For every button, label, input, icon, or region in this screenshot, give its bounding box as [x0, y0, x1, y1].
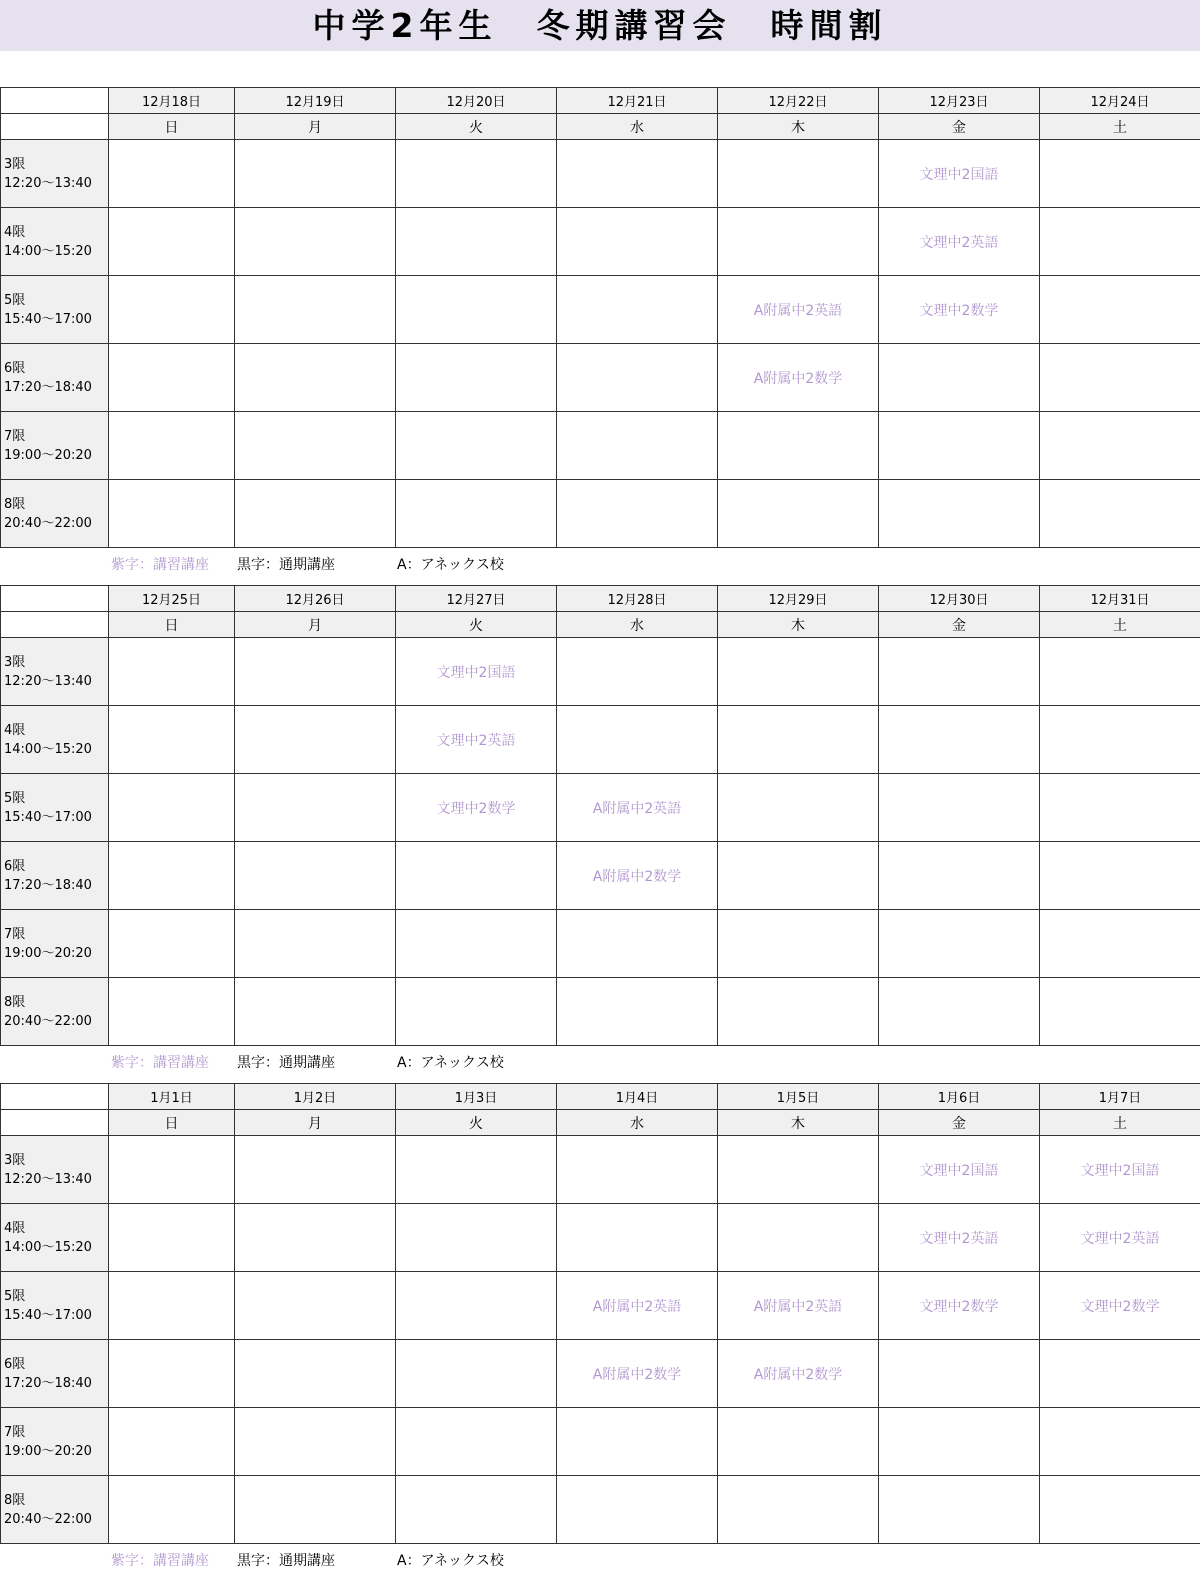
schedule-cell	[557, 208, 718, 276]
schedule-cell	[557, 140, 718, 208]
schedule-cell	[557, 774, 718, 842]
schedule-cell	[1040, 1476, 1200, 1544]
period-row	[1, 1408, 1200, 1476]
schedule-cell	[557, 706, 718, 774]
schedule-cell	[718, 208, 879, 276]
weekday-header-row	[1, 114, 1200, 140]
corner-cell	[1, 114, 109, 140]
course-label: A附属中2英語	[592, 800, 682, 817]
schedule-cell	[235, 1408, 396, 1476]
weekday-header: 土	[1040, 612, 1200, 638]
schedule-cell	[718, 480, 879, 548]
period-name: 5限	[4, 292, 26, 308]
schedule-cell	[557, 412, 718, 480]
weekday-header: 木	[718, 612, 879, 638]
legend	[0, 1046, 1200, 1070]
schedule-cell	[1040, 1204, 1200, 1272]
schedule-cell	[1040, 1408, 1200, 1476]
schedule-cell	[879, 910, 1040, 978]
schedule-cell	[109, 638, 235, 706]
date-header: 1月2日	[235, 1084, 396, 1110]
schedule-cell	[396, 276, 557, 344]
schedule-cell	[718, 1408, 879, 1476]
period-label	[1, 910, 109, 978]
date-header: 12月25日	[109, 586, 235, 612]
schedule-cell	[1040, 208, 1200, 276]
schedule-cell	[718, 774, 879, 842]
schedule-cell	[235, 276, 396, 344]
schedule-cell	[557, 276, 718, 344]
period-name: 6限	[4, 360, 26, 376]
period-row	[1, 1476, 1200, 1544]
corner-cell	[1, 612, 109, 638]
schedule-cell	[879, 1476, 1040, 1544]
weekday-header-row	[1, 612, 1200, 638]
timetable	[0, 87, 1200, 548]
schedule-cell	[879, 208, 1040, 276]
schedule-cell	[235, 706, 396, 774]
course-label: A附属中2英語	[592, 1298, 682, 1315]
period-name: 3限	[4, 654, 26, 670]
schedule-cell	[109, 1408, 235, 1476]
schedule-cell	[557, 1340, 718, 1408]
schedule-cell	[718, 412, 879, 480]
course-label: A附属中2数学	[753, 370, 843, 387]
period-row	[1, 1340, 1200, 1408]
corner-cell	[1, 1084, 109, 1110]
schedule-cell	[396, 140, 557, 208]
weekday-header: 金	[879, 114, 1040, 140]
date-header-row	[1, 586, 1200, 612]
schedule-cell	[235, 978, 396, 1046]
schedule-cell	[879, 480, 1040, 548]
schedule-cell	[396, 344, 557, 412]
weekday-header: 土	[1040, 114, 1200, 140]
schedule-cell	[396, 910, 557, 978]
period-row	[1, 344, 1200, 412]
schedule-cell	[718, 842, 879, 910]
period-time: 14:00～15:20	[4, 1239, 92, 1255]
timetable	[0, 1083, 1200, 1544]
schedule-cell	[109, 208, 235, 276]
schedule-cell	[557, 1408, 718, 1476]
schedule-cell	[718, 978, 879, 1046]
period-name: 8限	[4, 1492, 26, 1508]
schedule-cell	[109, 910, 235, 978]
schedule-cell	[879, 842, 1040, 910]
weekday-header: 木	[718, 1110, 879, 1136]
period-time: 15:40～17:00	[4, 809, 92, 825]
schedule-cell	[557, 910, 718, 978]
period-row	[1, 208, 1200, 276]
schedule-cell	[718, 276, 879, 344]
schedule-cell	[396, 1136, 557, 1204]
date-header-row	[1, 1084, 1200, 1110]
date-header: 12月28日	[557, 586, 718, 612]
date-header: 12月19日	[235, 88, 396, 114]
date-header: 1月6日	[879, 1084, 1040, 1110]
legend-annex-text: A：アネックス校	[397, 557, 504, 573]
schedule-cell	[879, 1136, 1040, 1204]
schedule-cell	[396, 774, 557, 842]
schedule-cell	[396, 638, 557, 706]
date-header: 1月3日	[396, 1084, 557, 1110]
schedule-cell	[557, 1204, 718, 1272]
course-label: 文理中2数学	[919, 1298, 999, 1315]
schedule-cell	[1040, 910, 1200, 978]
schedule-cell	[1040, 638, 1200, 706]
weekday-header: 火	[396, 612, 557, 638]
schedule-cell	[1040, 706, 1200, 774]
corner-cell	[1, 1110, 109, 1136]
period-row	[1, 276, 1200, 344]
schedule-cell	[109, 1340, 235, 1408]
period-time: 19:00～20:20	[4, 447, 92, 463]
weekday-header: 月	[235, 612, 396, 638]
period-label	[1, 208, 109, 276]
schedule-cell	[109, 344, 235, 412]
schedule-cell	[557, 842, 718, 910]
period-time: 20:40～22:00	[4, 1013, 92, 1029]
schedule-cell	[235, 910, 396, 978]
schedule-cell	[235, 412, 396, 480]
date-header-row	[1, 88, 1200, 114]
schedule-cell	[879, 140, 1040, 208]
legend-purple-text: 紫字：講習講座	[111, 1055, 209, 1071]
schedule-cell	[718, 638, 879, 706]
schedule-cell	[109, 276, 235, 344]
schedule-cell	[879, 978, 1040, 1046]
schedule-cell	[718, 140, 879, 208]
period-row	[1, 1272, 1200, 1340]
schedule-cell	[235, 842, 396, 910]
schedule-cell	[109, 706, 235, 774]
schedule-cell	[109, 1272, 235, 1340]
schedule-cell	[396, 1340, 557, 1408]
period-row	[1, 978, 1200, 1046]
schedule-cell	[109, 1136, 235, 1204]
period-label	[1, 1408, 109, 1476]
period-label	[1, 412, 109, 480]
title-banner	[0, 0, 1200, 51]
period-row	[1, 1204, 1200, 1272]
weekday-header: 日	[109, 114, 235, 140]
period-time: 14:00～15:20	[4, 243, 92, 259]
period-name: 3限	[4, 156, 26, 172]
weekday-header: 土	[1040, 1110, 1200, 1136]
schedule-cell	[1040, 480, 1200, 548]
corner-cell	[1, 88, 109, 114]
schedule-cell	[396, 412, 557, 480]
schedule-cell	[109, 480, 235, 548]
schedule-cell	[557, 1272, 718, 1340]
date-header: 12月29日	[718, 586, 879, 612]
weekday-header: 金	[879, 1110, 1040, 1136]
period-row	[1, 910, 1200, 978]
period-time: 12:20～13:40	[4, 1171, 92, 1187]
period-label	[1, 706, 109, 774]
course-label: 文理中2数学	[1080, 1298, 1160, 1315]
schedule-cell	[235, 208, 396, 276]
period-name: 8限	[4, 994, 26, 1010]
schedule-cell	[879, 344, 1040, 412]
course-label: A附属中2数学	[592, 1366, 682, 1383]
weekday-header: 水	[557, 1110, 718, 1136]
period-time: 12:20～13:40	[4, 175, 92, 191]
period-name: 7限	[4, 926, 26, 942]
schedule-cell	[235, 1204, 396, 1272]
period-label	[1, 1340, 109, 1408]
period-time: 15:40～17:00	[4, 311, 92, 327]
schedule-cell	[235, 1272, 396, 1340]
schedule-cell	[235, 344, 396, 412]
date-header: 12月23日	[879, 88, 1040, 114]
weekday-header: 木	[718, 114, 879, 140]
course-label: A附属中2英語	[753, 302, 843, 319]
schedule-cell	[718, 344, 879, 412]
legend-black-text: 黒字：通期講座	[237, 1055, 335, 1071]
schedule-cell	[396, 706, 557, 774]
weekday-header: 火	[396, 114, 557, 140]
schedule-cell	[235, 140, 396, 208]
date-header: 12月27日	[396, 586, 557, 612]
schedule-cell	[1040, 1340, 1200, 1408]
schedule-cell	[396, 1204, 557, 1272]
schedule-cell	[235, 638, 396, 706]
weekday-header: 日	[109, 612, 235, 638]
weekday-header: 水	[557, 612, 718, 638]
schedule-cell	[1040, 140, 1200, 208]
schedule-cell	[109, 412, 235, 480]
course-label: 文理中2国語	[1080, 1162, 1160, 1179]
week-block	[0, 585, 1200, 1070]
period-time: 14:00～15:20	[4, 741, 92, 757]
period-name: 7限	[4, 1424, 26, 1440]
schedule-cell	[396, 480, 557, 548]
schedule-cell	[1040, 1272, 1200, 1340]
period-label	[1, 1476, 109, 1544]
schedule-cell	[1040, 276, 1200, 344]
date-header: 12月31日	[1040, 586, 1200, 612]
schedule-cell	[396, 1476, 557, 1544]
period-name: 4限	[4, 1220, 26, 1236]
period-time: 17:20～18:40	[4, 1375, 92, 1391]
schedule-cell	[718, 706, 879, 774]
schedule-cell	[1040, 842, 1200, 910]
schedule-cell	[1040, 1136, 1200, 1204]
period-row	[1, 480, 1200, 548]
period-name: 7限	[4, 428, 26, 444]
schedule-cell	[109, 1204, 235, 1272]
schedule-cell	[879, 706, 1040, 774]
schedule-cell	[235, 1136, 396, 1204]
course-label: A附属中2数学	[753, 1366, 843, 1383]
page-title: 中学2年生 冬期講習会 時間割	[312, 6, 888, 45]
timetable	[0, 585, 1200, 1046]
schedule-cell	[718, 1204, 879, 1272]
schedule-cell	[557, 344, 718, 412]
schedule-cell	[718, 1136, 879, 1204]
schedule-cell	[235, 1340, 396, 1408]
schedule-cell	[879, 1204, 1040, 1272]
period-name: 6限	[4, 858, 26, 874]
period-time: 20:40～22:00	[4, 1511, 92, 1527]
period-row	[1, 1136, 1200, 1204]
legend-purple-text: 紫字：講習講座	[111, 1553, 209, 1569]
schedule-cell	[879, 638, 1040, 706]
schedule-cell	[718, 910, 879, 978]
course-label: 文理中2英語	[436, 732, 516, 749]
week-block	[0, 1083, 1200, 1568]
weekday-header: 月	[235, 114, 396, 140]
date-header: 1月7日	[1040, 1084, 1200, 1110]
period-name: 6限	[4, 1356, 26, 1372]
period-time: 12:20～13:40	[4, 673, 92, 689]
date-header: 12月24日	[1040, 88, 1200, 114]
schedule-cell	[1040, 774, 1200, 842]
schedule-cell	[1040, 412, 1200, 480]
date-header: 1月4日	[557, 1084, 718, 1110]
course-label: 文理中2国語	[436, 664, 516, 681]
period-row	[1, 140, 1200, 208]
legend-annex-text: A：アネックス校	[397, 1553, 504, 1569]
period-label	[1, 276, 109, 344]
corner-cell	[1, 586, 109, 612]
schedule-cell	[109, 774, 235, 842]
period-label	[1, 842, 109, 910]
period-row	[1, 774, 1200, 842]
date-header: 12月26日	[235, 586, 396, 612]
period-label	[1, 344, 109, 412]
schedule-cell	[879, 1272, 1040, 1340]
schedule-cell	[235, 1476, 396, 1544]
schedule-cell	[879, 774, 1040, 842]
schedule-cell	[879, 412, 1040, 480]
schedule-cell	[396, 1272, 557, 1340]
schedule-cell	[557, 1136, 718, 1204]
period-label	[1, 1272, 109, 1340]
week-block	[0, 87, 1200, 572]
period-name: 4限	[4, 722, 26, 738]
period-name: 5限	[4, 790, 26, 806]
course-label: A附属中2英語	[753, 1298, 843, 1315]
date-header: 1月1日	[109, 1084, 235, 1110]
schedule-cell	[235, 480, 396, 548]
period-name: 3限	[4, 1152, 26, 1168]
period-row	[1, 842, 1200, 910]
schedule-cell	[718, 1340, 879, 1408]
legend-black-text: 黒字：通期講座	[237, 1553, 335, 1569]
course-label: 文理中2国語	[919, 166, 999, 183]
schedule-cell	[718, 1476, 879, 1544]
schedule-cell	[235, 774, 396, 842]
schedule-cell	[396, 842, 557, 910]
date-header: 12月20日	[396, 88, 557, 114]
weekday-header: 月	[235, 1110, 396, 1136]
period-name: 4限	[4, 224, 26, 240]
schedule-cell	[557, 1476, 718, 1544]
period-name: 8限	[4, 496, 26, 512]
legend-black-text: 黒字：通期講座	[237, 557, 335, 573]
date-header: 12月21日	[557, 88, 718, 114]
period-time: 19:00～20:20	[4, 1443, 92, 1459]
course-label: 文理中2英語	[919, 234, 999, 251]
legend-annex-text: A：アネックス校	[397, 1055, 504, 1071]
schedule-cell	[557, 978, 718, 1046]
period-label	[1, 1204, 109, 1272]
schedule-cell	[1040, 344, 1200, 412]
schedule-cell	[1040, 978, 1200, 1046]
weekday-header: 水	[557, 114, 718, 140]
legend	[0, 548, 1200, 572]
weekday-header-row	[1, 1110, 1200, 1136]
weekday-header: 火	[396, 1110, 557, 1136]
period-time: 17:20～18:40	[4, 379, 92, 395]
period-label	[1, 1136, 109, 1204]
period-time: 20:40～22:00	[4, 515, 92, 531]
period-label	[1, 978, 109, 1046]
schedule-cell	[109, 1476, 235, 1544]
schedule-cell	[396, 978, 557, 1046]
schedule-cell	[879, 1340, 1040, 1408]
course-label: 文理中2数学	[436, 800, 516, 817]
schedule-cell	[557, 480, 718, 548]
date-header: 12月30日	[879, 586, 1040, 612]
period-time: 15:40～17:00	[4, 1307, 92, 1323]
schedule-cell	[109, 140, 235, 208]
schedule-cell	[109, 978, 235, 1046]
date-header: 12月18日	[109, 88, 235, 114]
period-row	[1, 638, 1200, 706]
legend-purple-text: 紫字：講習講座	[111, 557, 209, 573]
period-time: 19:00～20:20	[4, 945, 92, 961]
period-row	[1, 412, 1200, 480]
legend	[0, 1544, 1200, 1568]
schedule-cell	[109, 842, 235, 910]
period-label	[1, 638, 109, 706]
schedule-cell	[718, 1272, 879, 1340]
date-header: 12月22日	[718, 88, 879, 114]
course-label: 文理中2数学	[919, 302, 999, 319]
schedule-cell	[396, 208, 557, 276]
course-label: 文理中2英語	[919, 1230, 999, 1247]
period-label	[1, 774, 109, 842]
period-row	[1, 706, 1200, 774]
period-label	[1, 140, 109, 208]
course-label: 文理中2国語	[919, 1162, 999, 1179]
course-label: 文理中2英語	[1080, 1230, 1160, 1247]
schedule-cell	[396, 1408, 557, 1476]
period-time: 17:20～18:40	[4, 877, 92, 893]
schedule-cell	[557, 638, 718, 706]
weekday-header: 金	[879, 612, 1040, 638]
schedule-cell	[879, 276, 1040, 344]
period-name: 5限	[4, 1288, 26, 1304]
period-label	[1, 480, 109, 548]
course-label: A附属中2数学	[592, 868, 682, 885]
date-header: 1月5日	[718, 1084, 879, 1110]
schedule-cell	[879, 1408, 1040, 1476]
weekday-header: 日	[109, 1110, 235, 1136]
